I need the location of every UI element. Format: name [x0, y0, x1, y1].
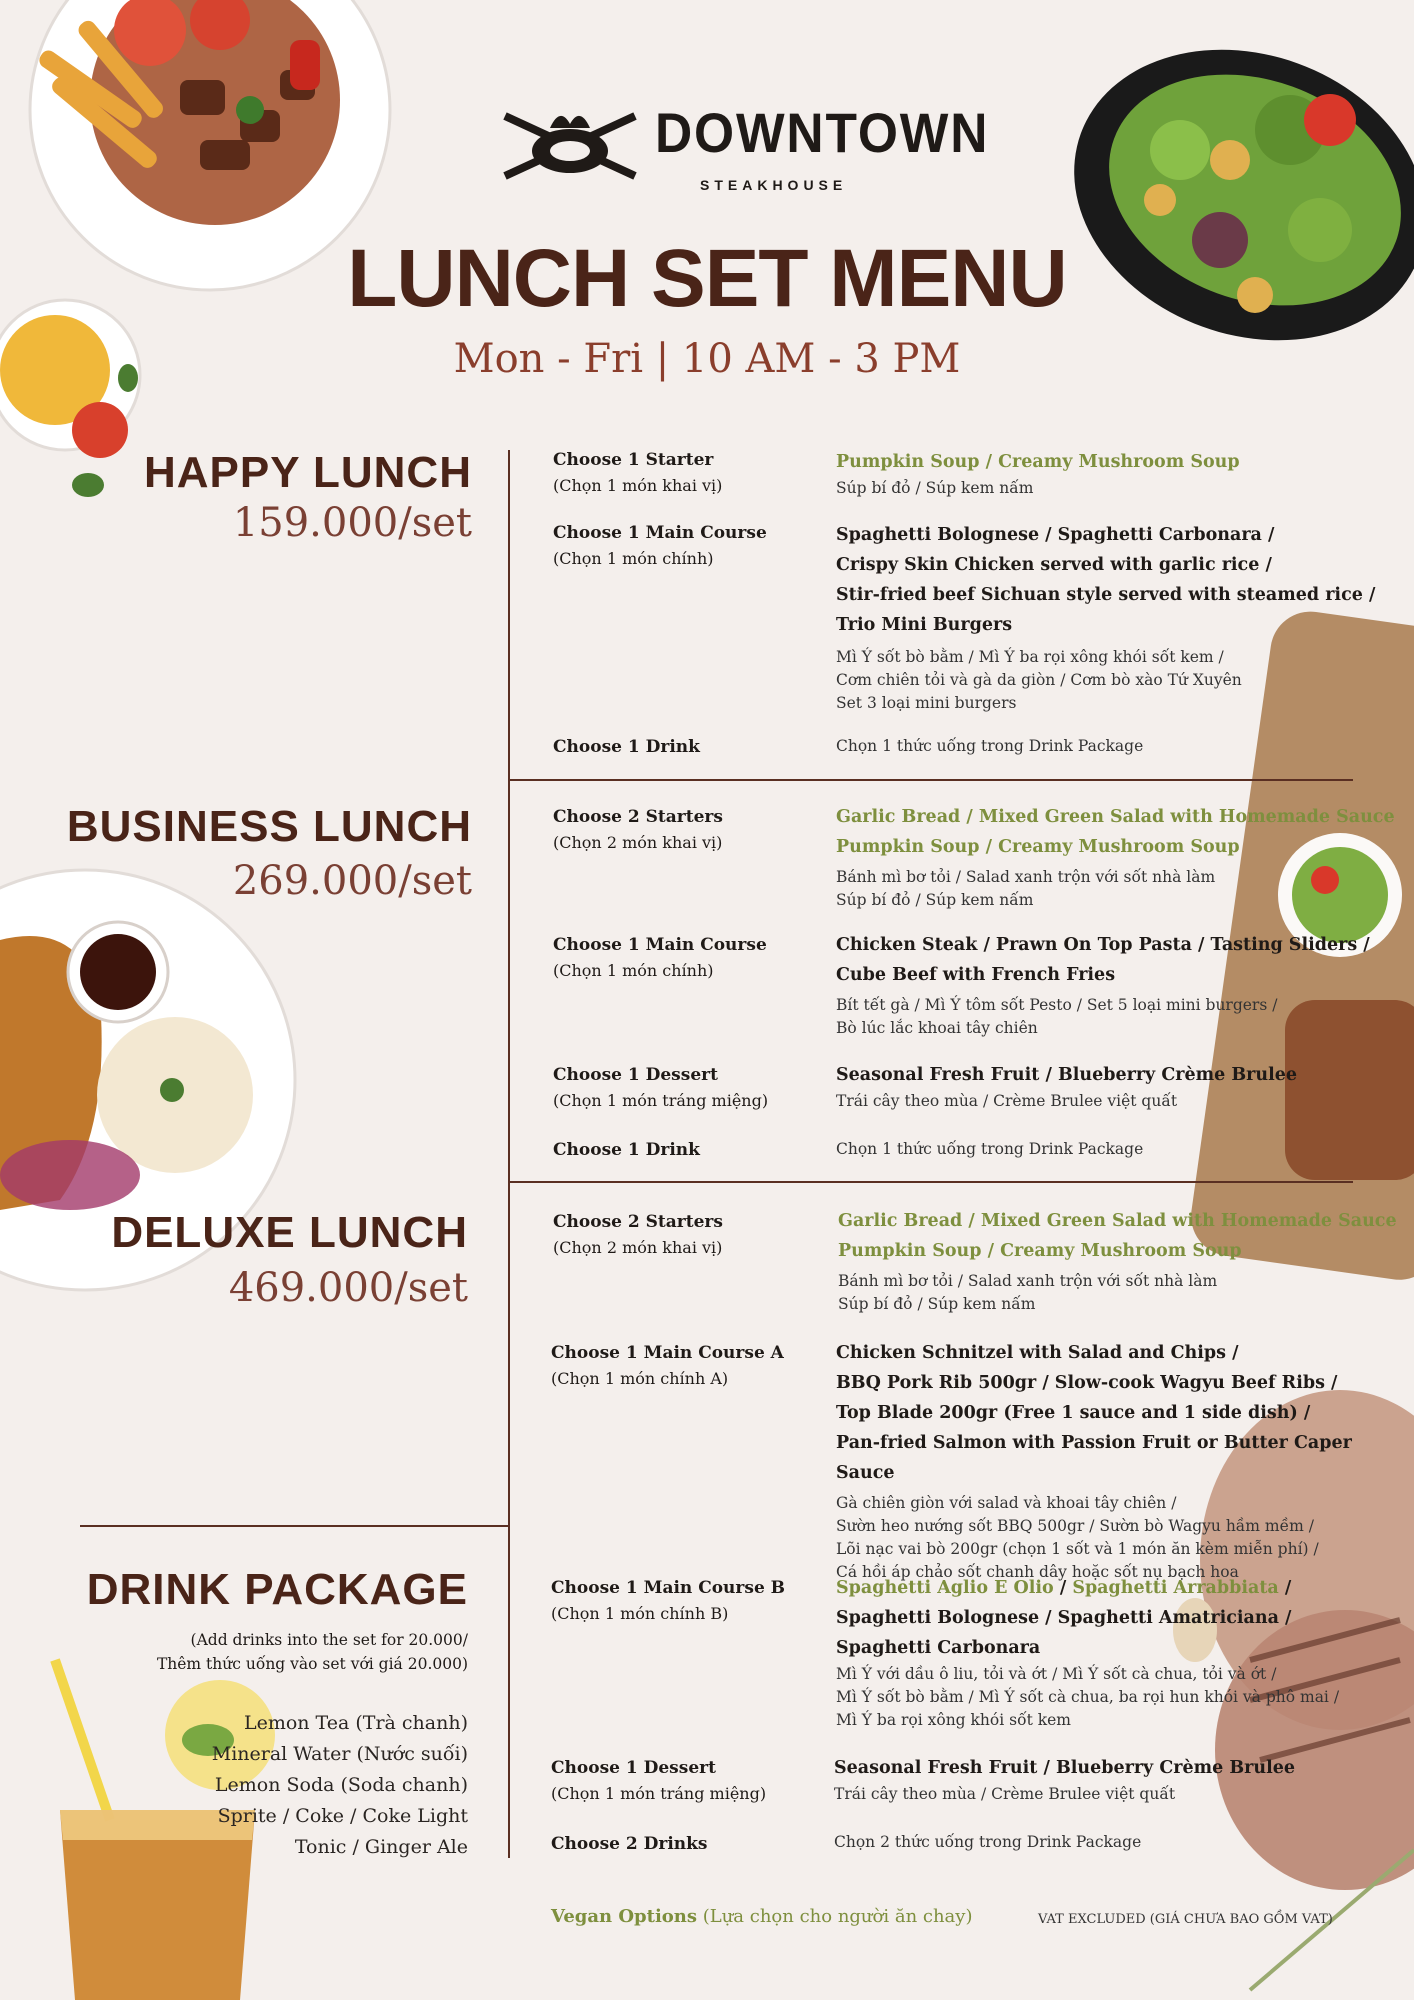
deluxe-mainB-separator-1: / [1053, 1578, 1073, 1598]
business-main-option-1: Chicken Steak / Prawn On Top Pasta / Tasting Sliders / [836, 935, 1370, 955]
business-main-sub: (Chọn 1 món chính) [553, 961, 714, 980]
vat-note: VAT EXCLUDED (GIÁ CHƯA BAO GỒM VAT) [1038, 1912, 1333, 1927]
drink-item: Lemon Soda (Soda chanh) [214, 1774, 468, 1796]
deluxe-mainB-option-3: Spaghetti Carbonara [836, 1638, 1041, 1658]
business-starter-sub: (Chọn 2 món khai vị) [553, 833, 723, 852]
happy-main-option-1: Spaghetti Bolognese / Spaghetti Carbonara / [836, 525, 1275, 545]
happy-main-option-4: Trio Mini Burgers [836, 615, 1013, 635]
business-main-options [836, 930, 1370, 1040]
deluxe-dessert-option: Seasonal Fresh Fruit / Blueberry Crème Brulee [834, 1758, 1295, 1778]
happy-starter-options [836, 447, 1240, 500]
deluxe-dessert-sub: (Chọn 1 món tráng miệng) [551, 1784, 767, 1803]
business-lunch-title: BUSINESS LUNCH [66, 802, 472, 851]
happy-main-vi-1: Mì Ý sốt bò bằm / Mì Ý ba rọi xông khói sốt kem / [836, 648, 1224, 666]
business-starter-options [836, 802, 1395, 912]
vegan-options-label: Vegan Options [551, 1906, 698, 1927]
deluxe-starter-options [838, 1206, 1397, 1316]
business-dessert-vi: Trái cây theo mùa / Crème Brulee việt quất [836, 1092, 1178, 1110]
happy-starter-label: Choose 1 Starter [553, 450, 714, 470]
business-dessert-option: Seasonal Fresh Fruit / Blueberry Crème Brulee [836, 1065, 1297, 1085]
happy-main-vi-2: Cơm chiên tỏi và gà da giòn / Cơm bò xào Tứ Xuyên [836, 671, 1242, 689]
business-drink-option: Chọn 1 thức uống trong Drink Package [836, 1140, 1144, 1158]
deluxe-starter-vi-1: Bánh mì bơ tỏi / Salad xanh trộn với sốt nhà làm [838, 1272, 1218, 1290]
deluxe-mainA-vi-4: Cá hồi áp chảo sốt chanh dây hoặc sốt nụ bạch hoa [836, 1563, 1239, 1581]
deluxe-mainA-label: Choose 1 Main Course A [551, 1343, 784, 1363]
deluxe-lunch-title: DELUXE LUNCH [111, 1208, 468, 1257]
business-main-vi-1: Bít tết gà / Mì Ý tôm sốt Pesto / Set 5 loại mini burgers / [836, 996, 1278, 1014]
deluxe-mainA-option-2: BBQ Pork Rib 500gr / Slow-cook Wagyu Beef Ribs / [836, 1373, 1338, 1393]
business-lunch-price: 269.000/set [232, 858, 472, 904]
deluxe-mainA-sub: (Chọn 1 món chính A) [551, 1369, 729, 1388]
deluxe-dessert-options [834, 1753, 1295, 1806]
business-starter-option-1: Garlic Bread / Mixed Green Salad with Homemade Sauce [836, 807, 1395, 827]
business-starter-vi-1: Bánh mì bơ tỏi / Salad xanh trộn với sốt nhà làm [836, 868, 1216, 886]
business-starter-option-2: Pumpkin Soup / Creamy Mushroom Soup [836, 837, 1240, 857]
deluxe-mainB-vi-1: Mì Ý với dầu ô liu, tỏi và ớt / Mì Ý sốt cà chua, tỏi và ớt / [836, 1665, 1277, 1683]
business-dessert-label-group [553, 1065, 768, 1110]
happy-drink-label: Choose 1 Drink [553, 737, 700, 757]
deluxe-starter-option-1: Garlic Bread / Mixed Green Salad with Homemade Sauce [838, 1211, 1397, 1231]
drink-package-note-1: (Add drinks into the set for 20.000/ [190, 1631, 468, 1649]
deluxe-dessert-vi: Trái cây theo mùa / Crème Brulee việt quất [834, 1785, 1176, 1803]
menu-vertical-divider [508, 450, 510, 1858]
deluxe-mainB-option-2: Spaghetti Bolognese / Spaghetti Amatriciana / [836, 1608, 1292, 1628]
happy-starter-vi: Súp bí đỏ / Súp kem nấm [836, 479, 1034, 497]
business-dessert-sub: (Chọn 1 món tráng miệng) [553, 1091, 769, 1110]
deluxe-mainA-vi-1: Gà chiên giòn với salad và khoai tây chiên / [836, 1494, 1177, 1512]
deluxe-starter-label: Choose 2 Starters [553, 1212, 723, 1232]
deluxe-dessert-label-group [551, 1758, 766, 1803]
happy-starter-option: Pumpkin Soup / Creamy Mushroom Soup [836, 452, 1240, 472]
deluxe-mainB-separator-2: / [1278, 1578, 1292, 1598]
drink-item: Mineral Water (Nước suối) [211, 1743, 468, 1765]
deluxe-starter-option-2: Pumpkin Soup / Creamy Mushroom Soup [838, 1241, 1242, 1261]
salad-bowl-image [1033, 2, 1414, 388]
deluxe-mainA-vi-2: Sườn heo nướng sốt BBQ 500gr / Sườn bò Wagyu hầm mềm / [836, 1517, 1315, 1535]
business-main-label-group [553, 935, 767, 980]
business-drink-label: Choose 1 Drink [553, 1140, 700, 1160]
business-main-option-2: Cube Beef with French Fries [836, 965, 1116, 985]
happy-drink-option: Chọn 1 thức uống trong Drink Package [836, 737, 1144, 755]
happy-main-vi-3: Set 3 loại mini burgers [836, 694, 1017, 712]
deluxe-mainA-option-4: Pan-fried Salmon with Passion Fruit or Butter Caper Sauce [836, 1433, 1352, 1483]
business-starter-label-group [553, 807, 723, 852]
happy-lunch-title: HAPPY LUNCH [143, 448, 472, 497]
deluxe-mainB-sub: (Chọn 1 món chính B) [551, 1604, 729, 1623]
business-deluxe-divider [508, 1181, 1353, 1183]
drink-item: Sprite / Coke / Coke Light [217, 1805, 468, 1827]
deluxe-mainA-option-3: Top Blade 200gr (Free 1 sauce and 1 side dish) / [836, 1403, 1311, 1423]
deluxe-mainB-vegan-1: Spaghetti Aglio E Olio [836, 1578, 1054, 1598]
deluxe-mainB-vegan-2: Spaghetti Arrabbiata [1072, 1578, 1279, 1598]
business-dessert-options [836, 1060, 1297, 1113]
business-main-label: Choose 1 Main Course [553, 935, 767, 955]
happy-main-options [836, 520, 1375, 715]
deluxe-mainB-option-1 [836, 1573, 1339, 1603]
business-starter-vi-2: Súp bí đỏ / Súp kem nấm [836, 891, 1034, 909]
happy-main-label: Choose 1 Main Course [553, 523, 767, 543]
deluxe-dessert-label: Choose 1 Dessert [551, 1758, 716, 1778]
deluxe-mainB-vi-3: Mì Ý ba rọi xông khói sốt kem [836, 1711, 1071, 1729]
business-main-vi-2: Bò lúc lắc khoai tây chiên [836, 1019, 1038, 1037]
happy-business-divider [508, 779, 1353, 781]
happy-main-option-3: Stir-fried beef Sichuan style served with steamed rice / [836, 585, 1376, 605]
business-dessert-label: Choose 1 Dessert [553, 1065, 718, 1085]
drink-item: Lemon Tea (Trà chanh) [243, 1712, 468, 1734]
drink-package-note [157, 1628, 468, 1676]
deluxe-mainA-option-1: Chicken Schnitzel with Salad and Chips / [836, 1343, 1239, 1363]
deluxe-starter-sub: (Chọn 2 món khai vị) [553, 1238, 723, 1257]
deluxe-starter-vi-2: Súp bí đỏ / Súp kem nấm [838, 1295, 1036, 1313]
deluxe-mainB-label-group [551, 1578, 785, 1623]
drink-list [212, 1708, 468, 1863]
schedule-text: Mon - Fri | 10 AM - 3 PM [453, 336, 961, 382]
deluxe-mainA-vi-3: Lõi nạc vai bò 200gr (chọn 1 sốt và 1 món ăn kèm miễn phí) / [836, 1540, 1319, 1558]
deluxe-drink-option: Chọn 2 thức uống trong Drink Package [834, 1833, 1142, 1851]
happy-starter-sub: (Chọn 1 món khai vị) [553, 476, 723, 495]
deluxe-lunch-price: 469.000/set [228, 1265, 468, 1311]
drink-package-divider [80, 1525, 510, 1527]
brand-logo [495, 100, 990, 200]
happy-main-sub: (Chọn 1 món chính) [553, 549, 714, 568]
vegan-options-sub: (Lựa chọn cho người ăn chay) [697, 1906, 973, 1927]
happy-lunch-price: 159.000/set [232, 500, 472, 546]
deluxe-mainA-options [836, 1338, 1414, 1584]
pumpkin-soup-bowl-image [0, 300, 140, 497]
drink-package-note-2: Thêm thức uống vào set với giá 20.000) [156, 1655, 468, 1673]
brand-tagline: STEAKHOUSE [700, 177, 848, 193]
grill-logo-icon [495, 106, 645, 186]
happy-main-option-2: Crispy Skin Chicken served with garlic rice / [836, 555, 1272, 575]
business-starter-label: Choose 2 Starters [553, 807, 723, 827]
deluxe-starter-label-group [553, 1212, 723, 1257]
drink-item: Tonic / Ginger Ale [294, 1836, 468, 1858]
deluxe-drink-label: Choose 2 Drinks [551, 1834, 708, 1854]
vegan-options-note [551, 1906, 972, 1927]
drink-package-title: DRINK PACKAGE [86, 1565, 468, 1614]
deluxe-mainB-vi-2: Mì Ý sốt bò bằm / Mì Ý sốt cà chua, ba rọi hun khói và phô mai / [836, 1688, 1340, 1706]
deluxe-mainB-label: Choose 1 Main Course B [551, 1578, 786, 1598]
happy-starter-label-group [553, 450, 722, 495]
page-title: LUNCH SET MENU [347, 233, 1067, 324]
deluxe-mainA-label-group [551, 1343, 784, 1388]
happy-main-label-group [553, 523, 767, 568]
brand-name: DOWNTOWN [655, 101, 990, 164]
deluxe-mainB-options [836, 1573, 1339, 1732]
